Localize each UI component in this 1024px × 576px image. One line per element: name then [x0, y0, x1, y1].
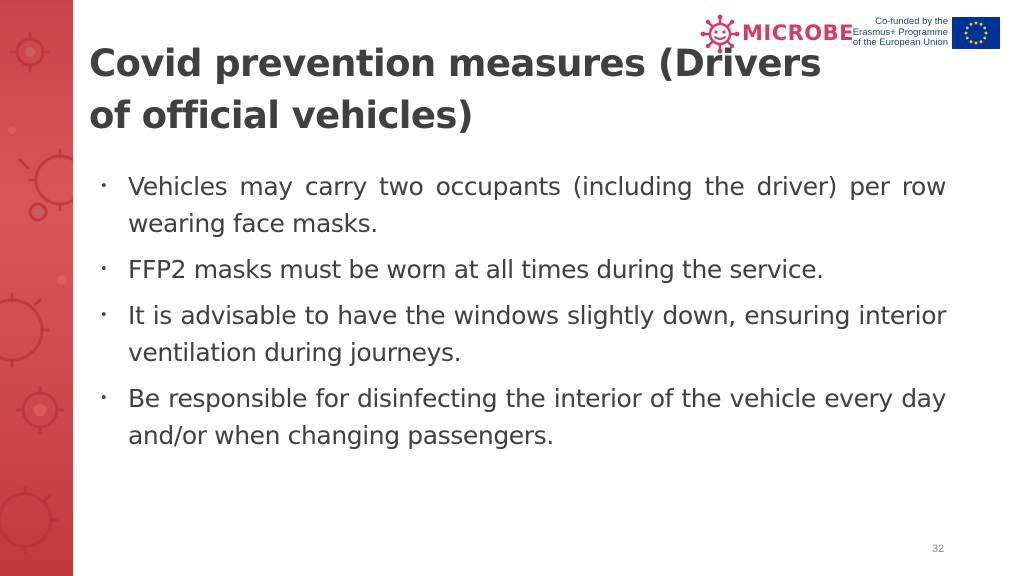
eu-flag-icon [952, 17, 1000, 49]
bullet-text: It is advisable to have the windows slightly down, ensuring interior ventilation during journeys. [128, 301, 946, 367]
bullet-text: Vehicles may carry two occupants (including the driver) per row wearing face masks. [128, 172, 946, 238]
bullet-item [100, 168, 946, 242]
decorative-virus-strip [0, 0, 73, 576]
eu-text-line: of the European Union [852, 37, 948, 48]
eu-text-line: Co-funded by the [875, 16, 948, 27]
eu-text-line: Erasmus+ Programme [852, 26, 948, 38]
bullet-text: FFP2 masks must be worn at all times during the service. [128, 255, 824, 284]
microbe-wordmark: MICROBE [742, 21, 854, 45]
slide-title: Covid prevention measures (Drivers of official vehicles) [89, 42, 821, 137]
page-number: 32 [931, 543, 945, 555]
bullet-marker: • [100, 308, 108, 323]
bullet-text: Be responsible for disinfecting the interior of the vehicle every day and/or when changing passengers. [128, 384, 946, 450]
bullet-marker: • [100, 262, 108, 277]
virus-pattern-icon [0, 0, 73, 576]
bullet-list [100, 168, 946, 463]
bullet-marker: • [100, 391, 108, 406]
bullet-item [100, 251, 946, 288]
bullet-item [100, 297, 946, 371]
bullet-marker: • [100, 179, 108, 194]
bullet-item [100, 380, 946, 454]
eu-funding-text [850, 17, 948, 49]
